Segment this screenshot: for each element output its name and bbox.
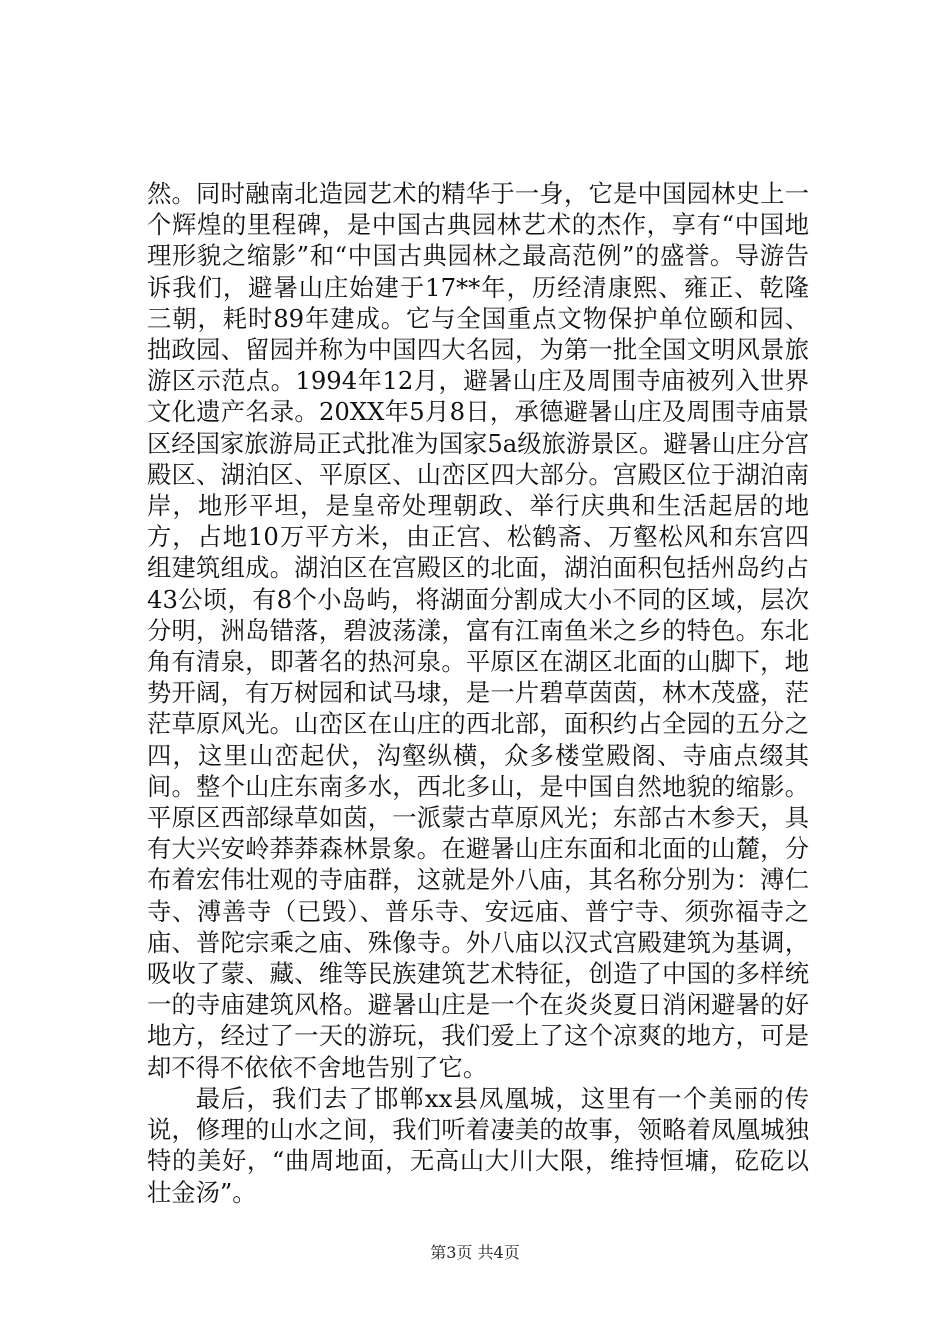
paragraph-bishu-shanzhuang: 然。同时融南北造园艺术的精华于一身，它是中国园林史上一个辉煌的里程碑，是中国古典园林艺术的杰作，享有“中国地理形貌之缩影”和“中国古典园林之最高范例”的盛誉。导游告诉我们，避暑山庄始建于17**年，历经清康熙、雍正、乾隆三朝，耗时89年建成。它与全国重点文物保护单位颐和园、拙政园、留园并称为中国四大名园，为第一批全国文明风景旅游区示范点。1994年12月，避暑山庄及周围寺庙被列入世界文化遗产名录。20XX年5月8日，承德避暑山庄及周围寺庙景区经国家旅游局正式批准为国家5a级旅游景区。避暑山庄分宫殿区、湖泊区、平原区、山峦区四大部分。宫殿区位于湖泊南岸，地形平坦，是皇帝处理朝政、举行庆典和生活起居的地方，占地10万平方米，由正宫、松鹤斋、万壑松风和东宫四组建筑组成。湖泊区在宫殿区的北面，湖泊面积包括州岛约占43公顷，有8个小岛屿，将湖面分割成大小不同的区域，层次分明，洲岛错落，碧波荡漾，富有江南鱼米之乡的特色。东北角有清泉，即著名的热河泉。平原区在湖区北面的山脚下，地势开阔，有万树园和试马埭，是一片碧草茵茵，林木茂盛，茫茫草原风光。山峦区在山庄的西北部，面积约占全园的五分之四，这里山峦起伏，沟壑纵横，众多楼堂殿阁、寺庙点缀其间。整个山庄东南多水，西北多山，是中国自然地貌的缩影。平原区西部绿草如茵，一派蒙古草原风光；东部古木参天，具有大兴安岭莽莽森林景象。在避暑山庄东面和北面的山麓，分布着宏伟壮观的寺庙群，这就是外八庙，其名称分别为：溥仁寺、溥善寺（已毁）、普乐寺、安远庙、普宁寺、须弥福寺之庙、普陀宗乘之庙、殊像寺。外八庙以汉式宫殿建筑为基调，吸收了蒙、藏、维等民族建筑艺术特征，创造了中国的多样统一的寺庙建筑风格。避暑山庄是一个在炎炎夏日消闲避暑的好地方，经过了一天的游玩，我们爱上了这个凉爽的地方，可是却不得不依依不舍地告别了它。 (147, 179, 809, 1082)
document-body (147, 178, 809, 1208)
page-number: 第3页 共4页 (430, 1243, 520, 1262)
page-footer (0, 1243, 950, 1263)
paragraph-fenghuang-cheng: 最后，我们去了邯郸xx县凤凰城，这里有一个美丽的传说，修理的山水之间，我们听着凄美的故事，领略着凤凰城独特的美好，“曲周地面，无高山大川大限，维持恒墉，矻矻以壮金汤”。 (147, 1083, 809, 1207)
